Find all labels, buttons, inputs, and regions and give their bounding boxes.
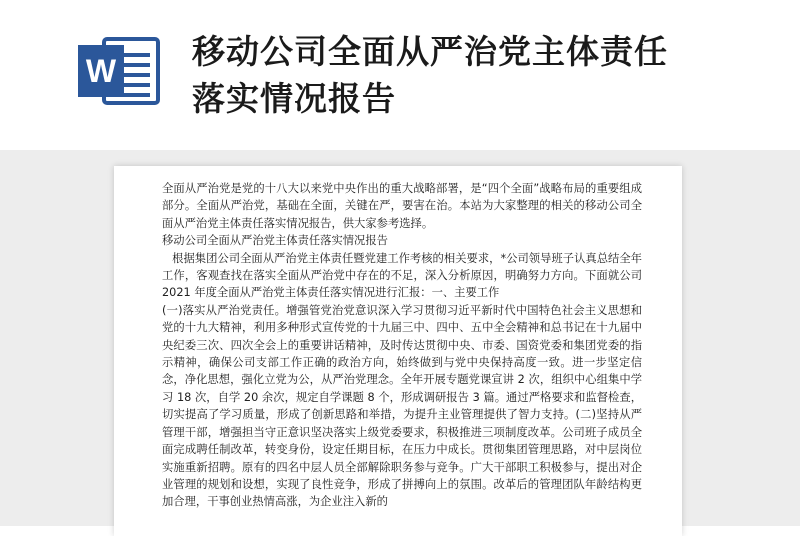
word-icon-letter: W	[85, 53, 117, 89]
document-page	[114, 166, 682, 536]
header	[0, 0, 800, 150]
summary-paragraph: 根据集团公司全面从严治党主体责任暨党建工作考核的相关要求，*公司领导班子认真总结全年工作，客观查找在落实全面从严治党中存在的不足，深入分析原因，明确努力方向。下面就公司 2021 年度全面从严治党主体责任落实情况进行汇报：一、主要工作	[162, 251, 642, 300]
document-body	[162, 180, 642, 511]
document-title-line-2: 落实情况报告	[192, 79, 396, 118]
document-title	[192, 28, 752, 122]
report-subtitle: 移动公司全面从严治党主体责任落实情况报告	[162, 234, 388, 248]
intro-paragraph: 全面从严治党是党的十八大以来党中央作出的重大战略部署，是“四个全面”战略布局的重要组成部分。全面从严治党，基础在全面，关键在严，要害在治。本站为大家整理的相关的移动公司全面从严治党主体责任落实情况报告，供大家参考选择。	[162, 182, 642, 230]
document-title-line-1: 移动公司全面从严治党主体责任	[192, 32, 668, 71]
main-work-paragraph: (一)落实从严治党责任。增强管党治党意识深入学习贯彻习近平新时代中国特色社会主义思想和党的十九大精神，利用多种形式宣传党的十九届三中、四中、五中全会精神和总书记在十九届中央纪委三次、四次全会上的重要讲话精神，及时传达贯彻中央、市委、国资党委和集团党委的指示精神，确保公司支部工作正确的政治方向，始终做到与党中央保持高度一致。进一步坚定信念，净化思想，强化立党为公，从严治党理念。全年开展专题党课宣讲 2 次，组织中心组集中学习 18 次，自学 20 余次，规定自学课题 8 个，形成调研报告 3 篇。通过严格要求和监督检查，切实提高了学习质量，形成了创新思路和举措，为提升主业管理提供了智力支持。(二)坚持从严管理干部，增强担当守正意识坚决落实上级党委要求，积极推进三项制度改革。公司班子成员全面完成聘任制改革，转变身份，设定任期目标，在压力中成长。贯彻集团管理思路，对中层岗位实施重新招聘。原有的四名中层人员全部解除职务参与竞争。广大干部职工积极参与，提出对企业管理的规划和设想，实现了良性竞争，形成了拼搏向上的氛围。改革后的管理团队年龄结构更加合理，干事创业热情高涨，为企业注入新的	[162, 303, 642, 509]
word-document-icon	[76, 33, 162, 109]
